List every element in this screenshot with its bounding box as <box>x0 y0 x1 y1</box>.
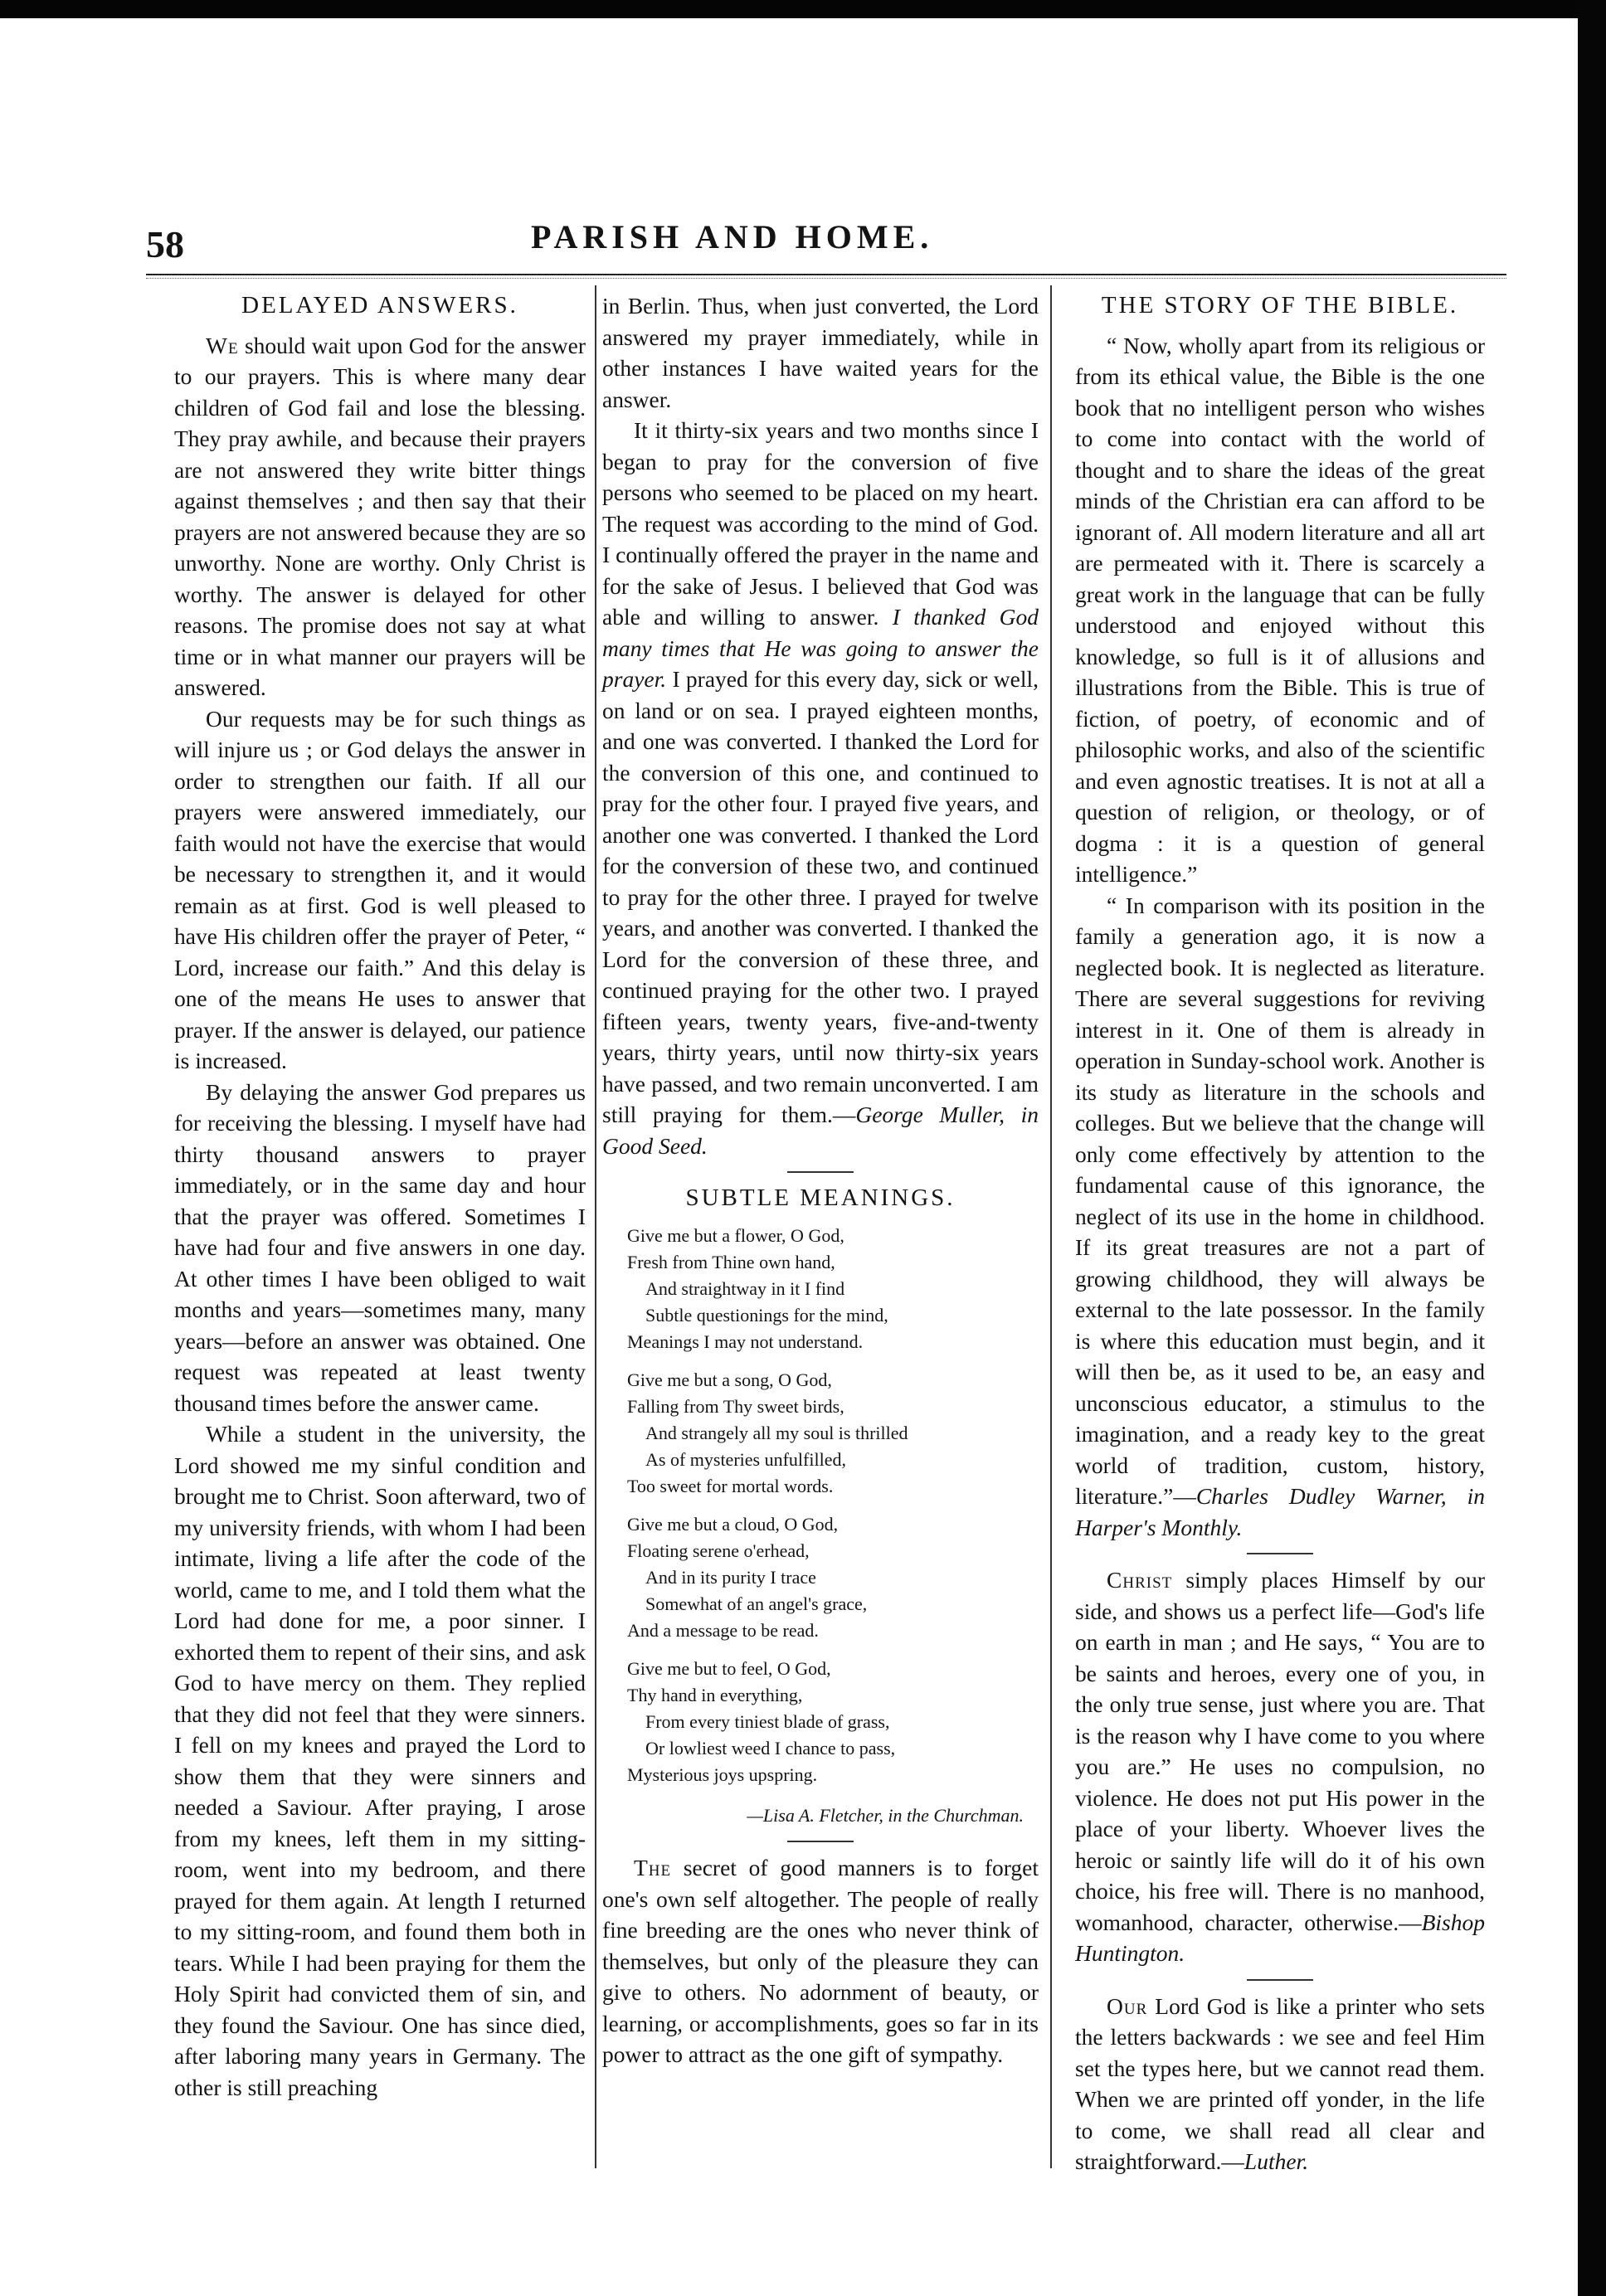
poem-line: Too sweet for mortal words. <box>627 1475 834 1496</box>
poem-line: Give me but to feel, O God, <box>627 1657 831 1679</box>
article-title: THE STORY OF THE BIBLE. <box>1101 292 1459 319</box>
poem-line: From every tiniest blade of grass, <box>645 1710 890 1732</box>
column-right <box>1075 290 1485 2177</box>
poem-line: Or lowliest weed I chance to pass, <box>645 1737 896 1758</box>
poem-line: And straightway in it I find <box>645 1277 845 1299</box>
paragraph: While a student in the university, the Lord showed me my sinful condition and brought me to Christ. Soon afterward, two of my university friends, with whom I had been intimate, living a life after the code of the world, came to me, and I told them what the Lord had done for me, a poor sinner. I exhorted them to repent of their sins, and ask God to have mercy on them. They replied that they did not feel that they were sinners. I fell on my knees and prayed the Lord to show them that they were sinners and needed a Saviour. After praying, I arose from my knees, left them in my sitting-room, went into my bedroom, and there prayed for them again. At length I returned to my sitting-room, and found them both in tears. While I had been praying for them the Holy Spirit had convicted them of sin, and they found the Saviour. One has since died, after laboring many years in Germany. The other is still preaching <box>174 1421 586 2100</box>
poem-stanza <box>627 1223 1039 1355</box>
poem-attribution: —Lisa A. Fletcher, in the Churchman. <box>747 1804 1024 1826</box>
section-separator <box>787 1171 854 1173</box>
paragraph <box>602 1852 1039 2070</box>
lead-word: Christ <box>1107 1567 1173 1593</box>
poem-line: As of mysteries unfulfilled, <box>645 1448 846 1470</box>
poem-stanza <box>627 1367 1039 1500</box>
paragraph-text: simply places Himself by our side, and shows us a perfect life—God's life on earth in man ; and He says, “ You are to be saints and heroes, every one of you, in the only true sense, just where you are. That is the reason why I have come to you where you are.” He uses no compulsion, no violence. He does not put His power in the place of your liberty. Whoever lives the heroic or saintly life will do it of his own choice, his free will. There is no manhood, womanhood, character, otherwise.— <box>1075 1567 1485 1935</box>
paragraph <box>1075 890 1485 1544</box>
paragraph-text: secret of good manners is to forget one's own self altogether. The people of really fine breeding are the ones who never think of themselves, but only of the pleasure they can give to others. No adornment of beauty, or learning, or accomplishments, goes so far in its power to attract as the one gift of sympathy. <box>602 1855 1039 2067</box>
poem-stanza <box>627 1656 1039 1788</box>
poem-line: Give me but a flower, O God, <box>627 1224 844 1246</box>
signature: Bishop Huntington. <box>1075 1909 1485 1966</box>
paragraph-text: Lord God is like a printer who sets the letters backwards : we see and feel Him set the types here, but we cannot read them. When we are printed off yonder, in the life to come, we shall read all clear and straightforward.— <box>1075 1992 1485 2174</box>
column-left <box>174 290 586 2103</box>
paragraph-text: should wait upon God for the answer to our prayers. This is where many dear children of God fail and lose the blessing. They pray awhile, and because their prayers are not answered they write bitter things against themselves ; and then say that their prayers are not answered because they are so unworthy. None are worthy. Only Christ is worthy. The answer is delayed for other reasons. The promise does not say at what time or in what manner our prayers will be answered. <box>174 332 586 700</box>
poem-line: Thy hand in everything, <box>627 1684 803 1705</box>
column-middle <box>602 290 1039 2070</box>
poem-line: And in its purity I trace <box>645 1566 816 1588</box>
lead-word: Our <box>1107 1992 1148 2019</box>
italic-text: I thanked God many times that He was going to answer the prayer. <box>602 604 1039 692</box>
section-separator <box>1247 1553 1313 1554</box>
poem-line: Give me but a song, O God, <box>627 1369 832 1390</box>
poem-stanza <box>627 1511 1039 1644</box>
poem-line: And a message to be read. <box>627 1619 819 1641</box>
poem-line: Subtle questionings for the mind, <box>645 1304 888 1326</box>
poem-line: Falling from Thy sweet birds, <box>627 1395 844 1417</box>
signature: George Muller, in Good Seed. <box>602 1102 1039 1159</box>
poem <box>627 1223 1039 1788</box>
signature: Charles Dudley Warner, in Harper's Monthly. <box>1075 1483 1485 1540</box>
poem-line: Give me but a cloud, O God, <box>627 1513 839 1535</box>
paragraph-text: It it thirty-six years and two months since I began to pray for the conversion of five persons who seemed to be placed on my heart. The request was according to the mind of God. I continually offered the prayer in the name and for the sake of Jesus. I believed that God was able and willing to answer. <box>602 417 1039 630</box>
poem-line: And strangely all my soul is thrilled <box>645 1422 908 1443</box>
scan-top-border <box>0 0 1606 18</box>
paragraph-text: “ In comparison with its position in the family a generation ago, it is now a neglected book. It is neglected as literature. There are several suggestions for reviving interest in it. One of them is already in operation in Sunday-school work. Another is its study as literature in the schools and colleges. But we believe that the change will only come effectively by attention to the fundamental cause of this ignorance, the neglect of its use in the home in childhood. If its great treasures are not a part of growing childhood, they will always be external to the late possessor. In the family is where this education must begin, and it will then be, as it used to be, an easy and unconscious educator, a stimulus to the imagination, and a ready key to the great world of tradition, custom, history, literature.”— <box>1075 892 1485 1509</box>
article-title: DELAYED ANSWERS. <box>241 292 518 319</box>
poem-line: Fresh from Thine own hand, <box>627 1251 835 1272</box>
column-divider <box>595 285 596 2168</box>
paragraph <box>602 415 1039 1161</box>
paragraph-text: I prayed for this every day, sick or well, on land or on sea. I prayed eighteen months, and one was converted. I thanked the Lord for the conversion of this one, and continued to pray for the other four. I prayed five years, and another one was converted. I thanked the Lord for the conversion of these two, and continued to pray for the other three. I prayed for twelve years, and another was converted. I thanked the Lord for the conversion of these three, and continued praying for the other two. I prayed fifteen years, twenty years, five-and-twenty years, thirty years, until now thirty-six years have passed, and two remain unconverted. I am still praying for them.— <box>602 666 1039 1127</box>
paragraph: in Berlin. Thus, when just converted, the Lord answered my prayer immediately, while in other instances I have waited years for the answer. <box>602 293 1039 412</box>
column-divider <box>1050 285 1052 2168</box>
poem-title: SUBTLE MEANINGS. <box>685 1184 956 1211</box>
poem-line: Floating serene o'erhead, <box>627 1540 810 1561</box>
page-number: 58 <box>146 223 184 265</box>
poem-line: Mysterious joys upspring. <box>627 1763 818 1785</box>
poem-line: Meanings I may not understand. <box>627 1330 864 1352</box>
paragraph <box>1075 1991 1485 2177</box>
paragraph <box>174 330 586 703</box>
header-rule <box>146 274 1506 279</box>
poem-line: Somewhat of an angel's grace, <box>645 1593 868 1614</box>
scan-right-border <box>1578 0 1606 2296</box>
paragraph: By delaying the answer God prepares us for receiving the blessing. I myself have had thirty thousand answers to prayer immediately, or in the same day and hour that the prayer was offered. Sometimes I have had four and five answers in one day. At other times I have been obliged to wait months and years—sometimes many, many years—before an answer was obtained. One request was repeated at least twenty thousand times before the answer came. <box>174 1078 586 1416</box>
signature: Luther. <box>1243 2148 1309 2174</box>
lead-word: We <box>206 332 239 358</box>
running-title: PARISH AND HOME. <box>531 218 934 255</box>
section-separator <box>1247 1979 1313 1981</box>
paragraph: Our requests may be for such things as will injure us ; or God delays the answer in order to strengthen our faith. If all our prayers were answered immediately, our faith would not have the exercise that would be necessary to strengthen it, and it would remain as at first. God is well pleased to have His children offer the prayer of Peter, “ Lord, increase our faith.” And this delay is one of the means He uses to answer that prayer. If the answer is delayed, our patience is increased. <box>174 705 586 1073</box>
paragraph: “ Now, wholly apart from its religious or from its ethical value, the Bible is the one book that no intelligent person who wishes to come into contact with the world of thought and to share the ideas of the great minds of the Christian era can afford to be ignorant of. All modern literature and all art are permeated with it. There is scarcely a great work in the language that can be fully understood and enjoyed without this knowledge, so full is it of allusions and illustrations from the Bible. This is true of fiction, of poetry, of economic and of philosophic works, and also of the scientific and even agnostic treatises. It is not at all a question of religion, or theology, or of dogma : it is a question of general intelligence.” <box>1075 332 1485 887</box>
section-separator <box>787 1841 854 1842</box>
lead-word: The <box>634 1855 672 1880</box>
paragraph <box>1075 1564 1485 1969</box>
